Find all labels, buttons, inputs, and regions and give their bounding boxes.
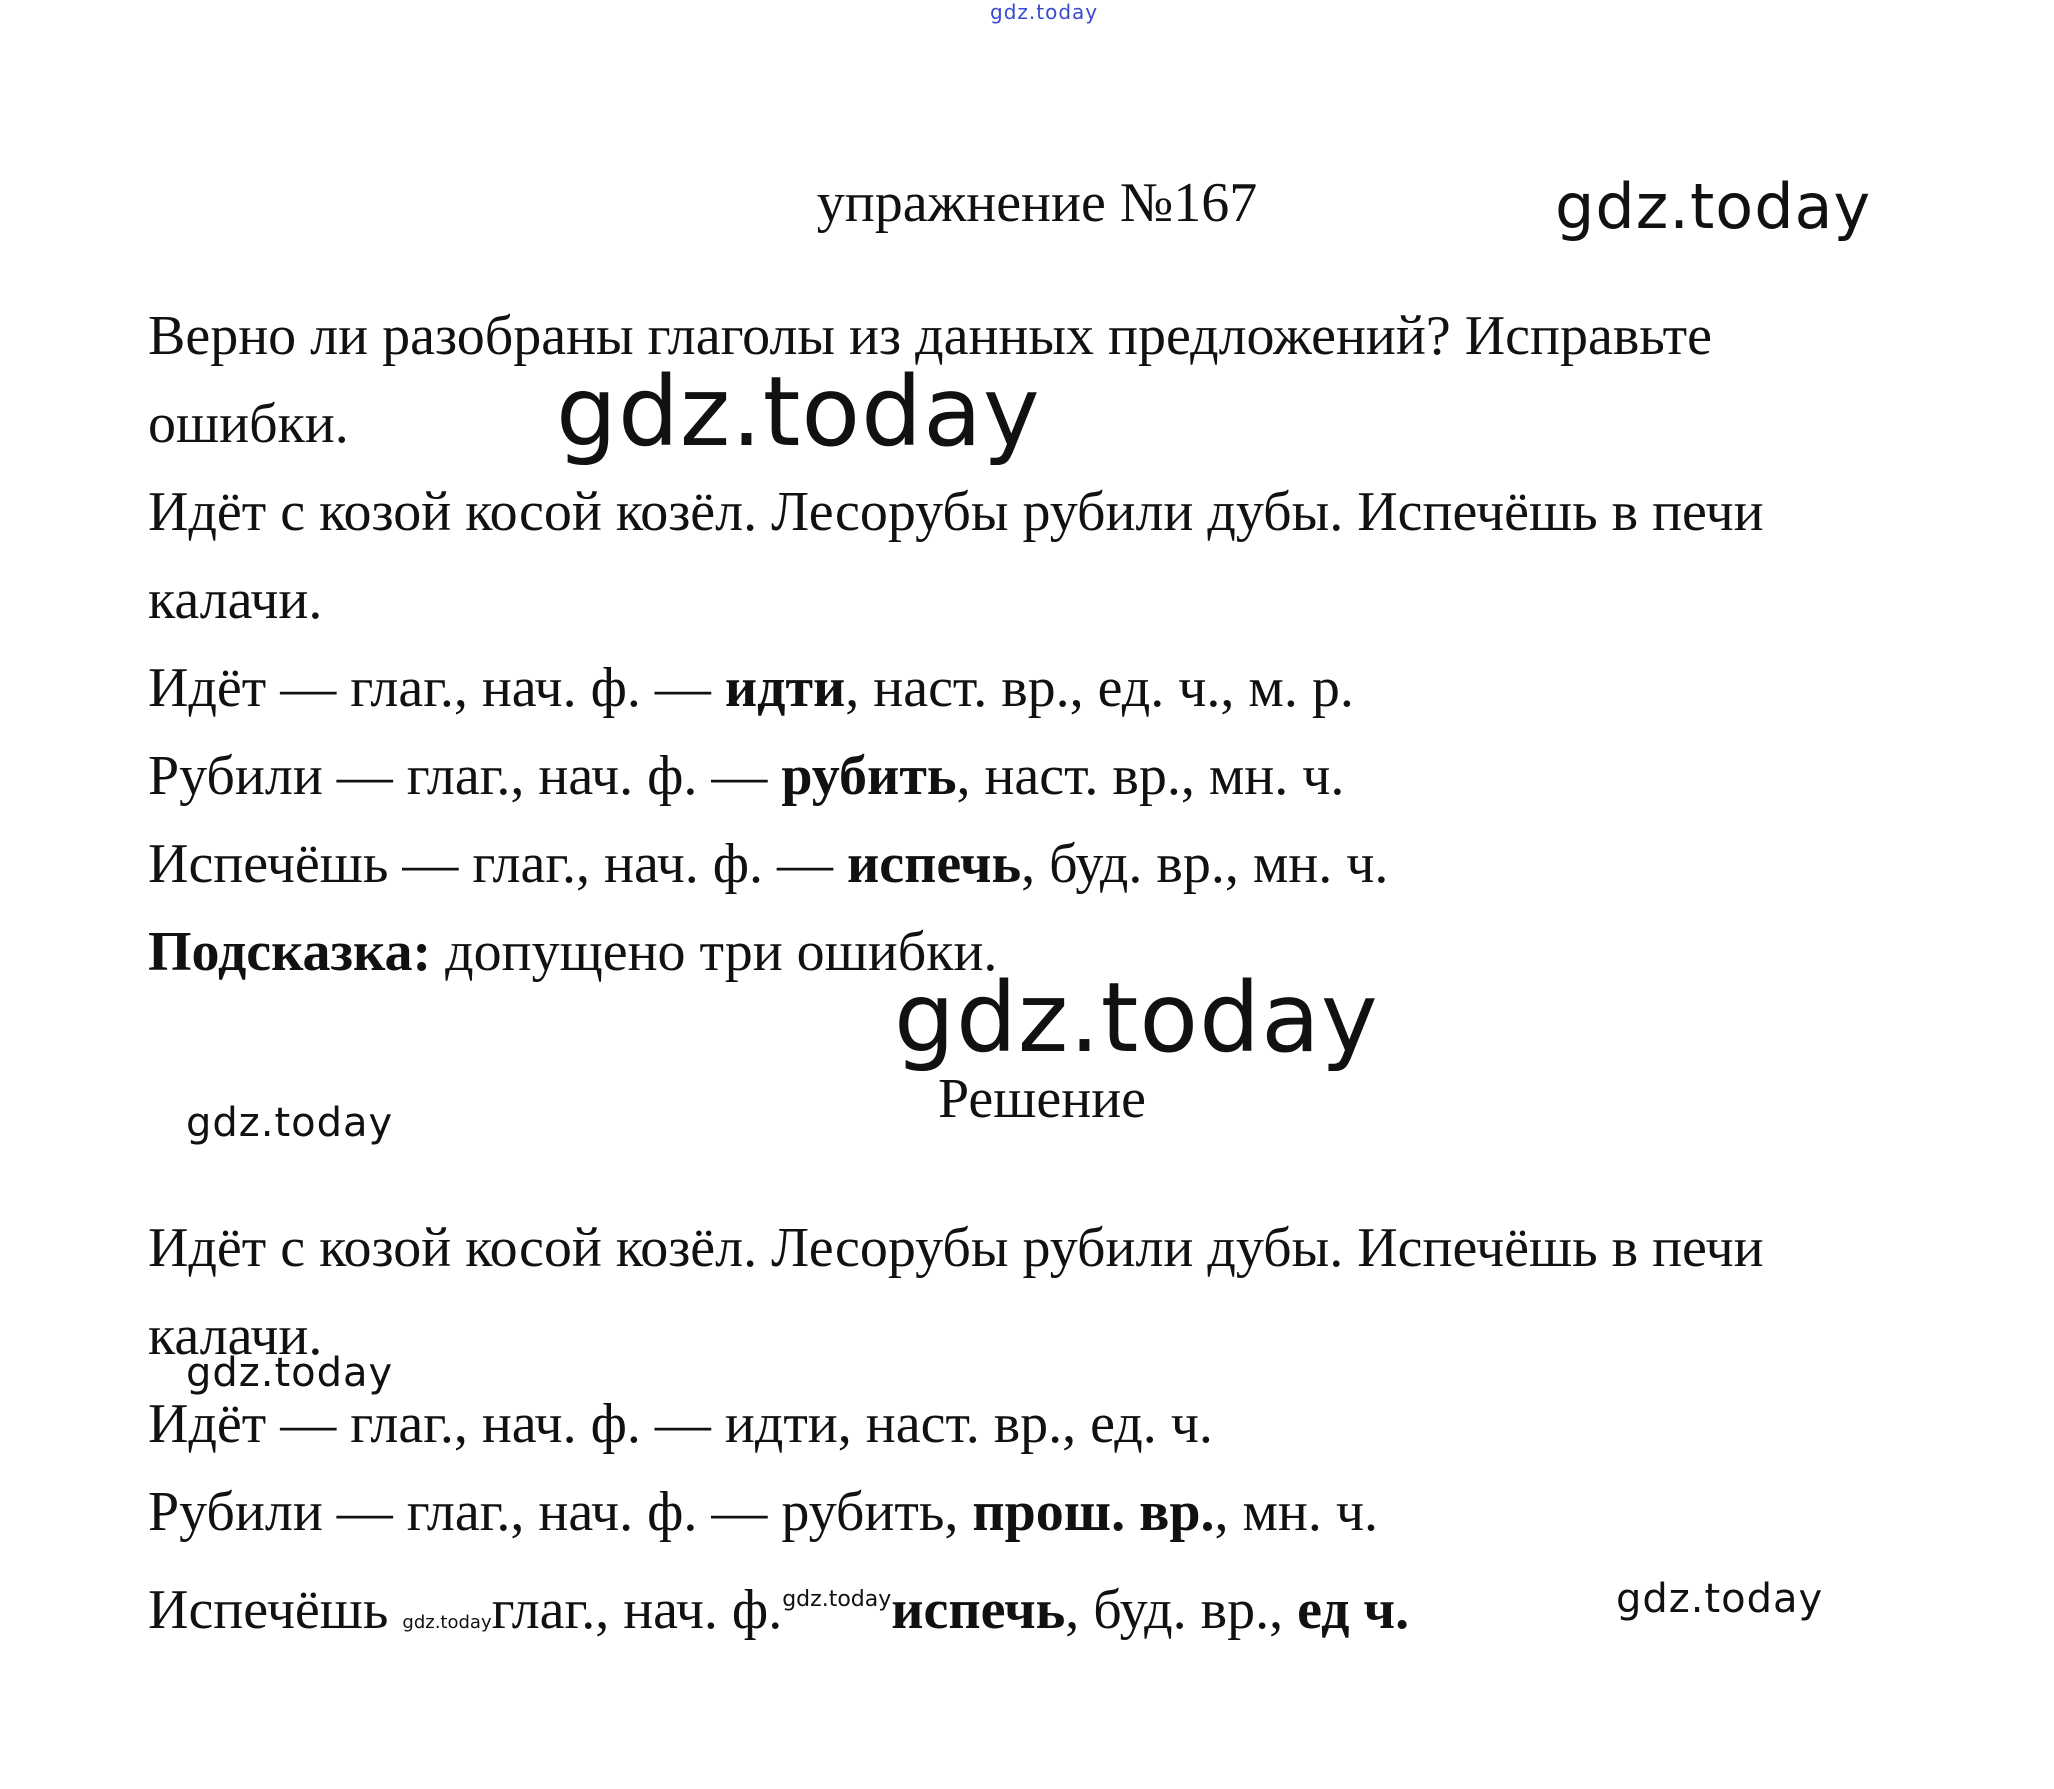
hint-label: Подсказка: [148, 921, 432, 983]
solution-answer-3-bold-2: ед ч. [1297, 1579, 1410, 1641]
solution-answer-1: Идёт — глаг., нач. ф. — идти, наст. вр., ед. ч. [148, 1393, 1213, 1455]
solution-answer-2-pre: Рубили — глаг., нач. ф. — рубить, [148, 1481, 973, 1543]
watermark-inline-1: gdz.today [402, 1612, 492, 1633]
instruction-line-2: ошибки. [148, 393, 349, 455]
solution-sentences-line-1: Идёт с козой косой козёл. Лесорубы рубили дубы. Испечёшь в печи [148, 1217, 1764, 1279]
watermark-large-1: gdz.today [556, 356, 1041, 468]
solution-answer-3-post: , буд. вр., [1065, 1579, 1298, 1641]
watermark-small-1: gdz.today [186, 1100, 394, 1146]
watermark-small-2: gdz.today [186, 1350, 394, 1396]
solution-answer-3 [148, 1556, 1948, 1644]
solution-block [148, 1204, 1948, 1644]
task-parse-3 [148, 820, 1948, 908]
hint-line [148, 908, 1948, 996]
watermark-inline-2: gdz.today [782, 1587, 892, 1612]
solution-heading: Решение [937, 1068, 1147, 1130]
solution-answer-2-bold: прош. вр. [972, 1481, 1215, 1543]
solution-answer-3-bold-1: испечь [891, 1579, 1066, 1641]
watermark-large-2: gdz.today [894, 962, 1379, 1074]
task-parse-1-bold: идти [724, 657, 846, 719]
solution-answer-2-post: , мн. ч. [1214, 1481, 1379, 1543]
watermark-top: gdz.today [990, 0, 1099, 24]
task-parse-3-post: , буд. вр., мн. ч. [1021, 833, 1389, 895]
task-parse-2-post: , наст. вр., мн. ч. [956, 745, 1345, 807]
task-parse-2 [148, 732, 1948, 820]
task-sentences-line-2: калачи. [148, 569, 323, 631]
watermark-small-3: gdz.today [1616, 1576, 1824, 1622]
watermark-header: gdz.today [1555, 170, 1872, 243]
task-parse-3-bold: испечь [847, 833, 1022, 895]
solution-sentences-line-2: калачи. [148, 1305, 323, 1367]
instruction-line-1: Верно ли разобраны глаголы из данных предложений? Исправьте [148, 305, 1713, 367]
exercise-title: упражнение №167 [816, 172, 1258, 234]
task-parse-1-post: , наст. вр., ед. ч., м. р. [845, 657, 1354, 719]
solution-answer-3-mid: глаг., нач. ф. [491, 1579, 783, 1641]
hint-text: допущено три ошибки. [431, 921, 998, 983]
task-parse-3-pre: Испечёшь — глаг., нач. ф. — [148, 833, 848, 895]
task-parse-1-pre: Идёт — глаг., нач. ф. — [148, 657, 725, 719]
solution-answer-3-word: Испечёшь [148, 1579, 403, 1641]
task-parse-1 [148, 644, 1948, 732]
task-parse-2-bold: рубить [781, 745, 957, 807]
solution-answer-2 [148, 1468, 1948, 1556]
task-block [148, 292, 1948, 996]
task-parse-2-pre: Рубили — глаг., нач. ф. — [148, 745, 782, 807]
task-sentences-line-1: Идёт с козой косой козёл. Лесорубы рубили дубы. Испечёшь в печи [148, 481, 1764, 543]
